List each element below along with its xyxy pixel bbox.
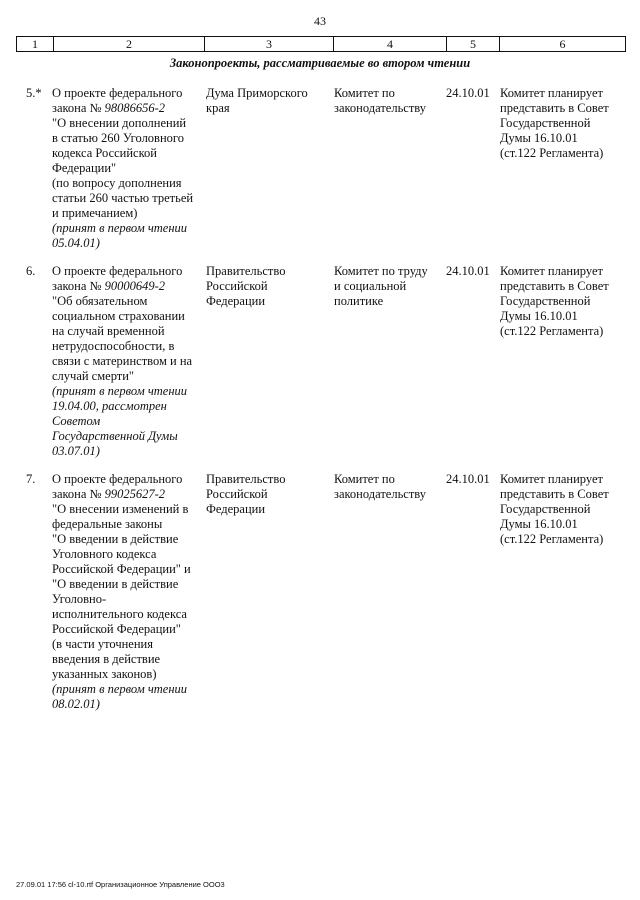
bill-title-line: (по вопросу дополнения (52, 176, 182, 190)
initiator-line: Российской (206, 279, 268, 293)
bill-title-line: нетрудоспособности, в (52, 339, 175, 353)
reading-status-line: 19.04.00, рассмотрен (52, 399, 167, 413)
initiator-line: края (206, 101, 230, 115)
responsible-committee (334, 472, 444, 502)
note-line: (ст.122 Регламента) (500, 146, 604, 160)
column-number-6: 6 (500, 37, 626, 52)
bill-title (52, 86, 202, 251)
responsible-committee (334, 86, 444, 116)
review-date: 24.10.01 (446, 264, 490, 278)
note-line: (ст.122 Регламента) (500, 532, 604, 546)
review-date: 24.10.01 (446, 472, 490, 486)
column-number-2: 2 (54, 37, 205, 52)
reading-status-line: (принят в первом чтении (52, 682, 188, 696)
note-line: представить в Совет (500, 487, 609, 501)
initiator-line: Российской (206, 487, 268, 501)
responsible-committee (334, 264, 444, 309)
committee-line: Комитет по (334, 86, 395, 100)
bill-number-line: закона № 98086656-2 (52, 101, 166, 115)
note-line: Государственной (500, 294, 591, 308)
review-date: 24.10.01 (446, 86, 490, 100)
bill-title-line: федеральные законы (52, 517, 163, 531)
column-number-header (16, 36, 626, 52)
initiator (206, 264, 326, 309)
initiator (206, 86, 326, 116)
bill-title-line: О проекте федерального (52, 264, 183, 278)
bill-title-line: на случай временной (52, 324, 165, 338)
reading-status-line: 08.02.01) (52, 697, 100, 711)
bill-title-line: случай смерти" (52, 369, 135, 383)
section-title: Законопроекты, рассматриваемые во втором чтении (169, 56, 471, 70)
column-number-5: 5 (447, 37, 500, 52)
bill-number-line: закона № 99025627-2 (52, 487, 166, 501)
bill-title-line: "О введении в действие (52, 577, 179, 591)
page-number: 43 (314, 14, 326, 28)
note-line: Думы 16.10.01 (500, 131, 578, 145)
bill-title-line: "О внесении изменений в (52, 502, 189, 516)
committee-line: законодательству (334, 101, 427, 115)
bill-title (52, 264, 202, 459)
bill-title-line: в статью 260 Уголовного (52, 131, 184, 145)
bill-title-line: и примечанием) (52, 206, 138, 220)
reading-status-line: Государственной Думы (52, 429, 178, 443)
bill-title-line: связи с материнством и на (52, 354, 193, 368)
bill-title-line: "О внесении дополнений (52, 116, 187, 130)
initiator-line: Федерации (206, 502, 266, 516)
reading-status-line: (принят в первом чтении (52, 221, 188, 235)
initiator (206, 472, 326, 517)
bill-title-line: О проекте федерального (52, 86, 183, 100)
bill-title-line: введения в действие (52, 652, 161, 666)
bill-title-line: Российской Федерации" (52, 622, 181, 636)
bill-number: 90000649-2 (104, 279, 166, 293)
reading-status-line: Советом (52, 414, 101, 428)
column-number-3: 3 (205, 37, 334, 52)
column-number-1: 1 (17, 37, 54, 52)
bill-title-line: (в части уточнения (52, 637, 153, 651)
item-number: 6. (26, 264, 36, 278)
column-number-4: 4 (334, 37, 447, 52)
committee-note (500, 472, 620, 547)
bill-title-line: О проекте федерального (52, 472, 183, 486)
initiator-line: Правительство (206, 264, 286, 278)
item-number: 7. (26, 472, 36, 486)
item-number: 5.* (26, 86, 42, 100)
reading-status-line: 03.07.01) (52, 444, 100, 458)
page-footer: 27.09.01 17:56 cl-10.rtf Организационное Управление ООО3 (16, 880, 225, 889)
committee-line: законодательству (334, 487, 427, 501)
bill-title-line: исполнительного кодекса (52, 607, 187, 621)
committee-line: Комитет по труду (334, 264, 428, 278)
committee-note (500, 86, 620, 161)
bill-title-line: "О введении в действие (52, 532, 179, 546)
reading-status-line: (принят в первом чтении (52, 384, 188, 398)
bill-title-line: "Об обязательном (52, 294, 148, 308)
note-line: Думы 16.10.01 (500, 309, 578, 323)
note-line: (ст.122 Регламента) (500, 324, 604, 338)
bill-title-line: статьи 260 частью третьей (52, 191, 194, 205)
note-line: Комитет планирует (500, 86, 603, 100)
initiator-line: Дума Приморского (206, 86, 308, 100)
note-line: Государственной (500, 502, 591, 516)
note-line: Комитет планирует (500, 264, 603, 278)
note-line: Думы 16.10.01 (500, 517, 578, 531)
committee-line: Комитет по (334, 472, 395, 486)
committee-line: и социальной (334, 279, 407, 293)
bill-title (52, 472, 202, 712)
note-line: представить в Совет (500, 101, 609, 115)
bill-title-line: кодекса Российской (52, 146, 157, 160)
note-line: Комитет планирует (500, 472, 603, 486)
note-line: Государственной (500, 116, 591, 130)
initiator-line: Правительство (206, 472, 286, 486)
bill-title-line: Российской Федерации" и (52, 562, 191, 576)
committee-note (500, 264, 620, 339)
bill-number: 98086656-2 (104, 101, 166, 115)
committee-line: политике (334, 294, 384, 308)
bill-title-line: Федерации" (52, 161, 117, 175)
bill-number: 99025627-2 (104, 487, 166, 501)
initiator-line: Федерации (206, 294, 266, 308)
reading-status-line: 05.04.01) (52, 236, 100, 250)
bill-title-line: Уголовного кодекса (52, 547, 157, 561)
note-line: представить в Совет (500, 279, 609, 293)
bill-title-line: социальном страховании (52, 309, 185, 323)
bill-number-line: закона № 90000649-2 (52, 279, 166, 293)
bill-title-line: Уголовно- (52, 592, 107, 606)
bill-title-line: указанных законов) (52, 667, 157, 681)
